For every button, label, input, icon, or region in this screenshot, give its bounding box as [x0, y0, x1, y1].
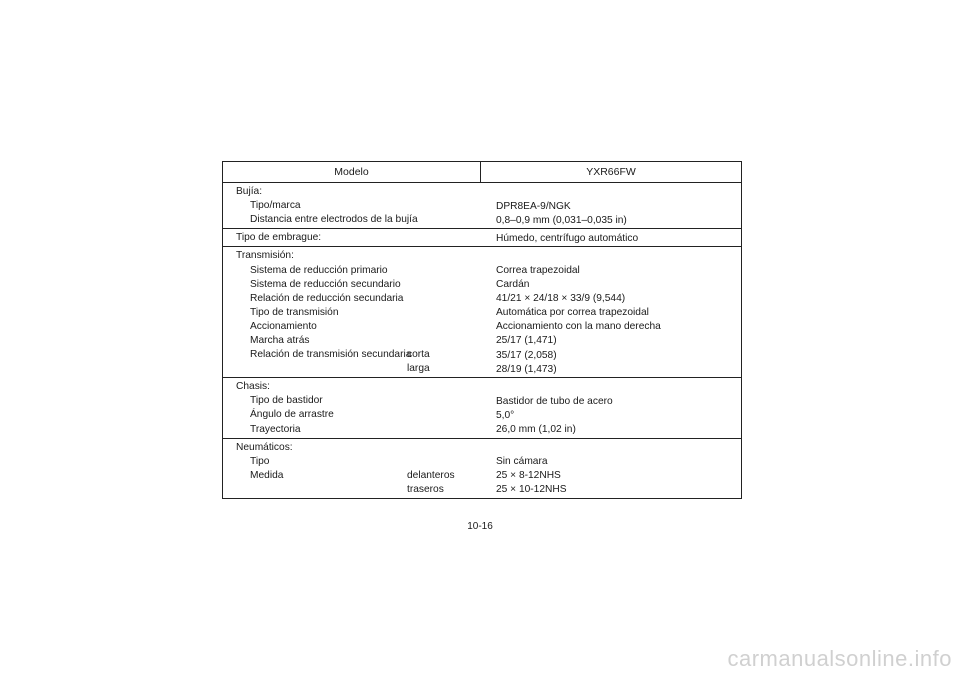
table-row [223, 408, 741, 422]
row-sublabel: larga [407, 363, 430, 375]
row-label: Ángulo de arrastre [250, 409, 334, 421]
table-row [223, 334, 741, 348]
table-row [223, 213, 741, 227]
table-row [223, 231, 741, 245]
table-row [223, 380, 741, 394]
page-number: 10-16 [467, 521, 493, 532]
table-header [223, 162, 741, 183]
group-heading: Transmisión: [236, 250, 294, 262]
row-label: Relación de transmisión secundaria [250, 349, 412, 361]
watermark: carmanualsonline.info [727, 646, 952, 671]
table-row [223, 199, 741, 213]
row-value: 28/19 (1,473) [496, 363, 557, 375]
header-model-value: YXR66FW [586, 166, 636, 178]
row-label: Tipo [250, 455, 270, 467]
table-section [223, 378, 741, 438]
row-value: Correa trapezoidal [496, 265, 580, 277]
group-heading: Bujía: [236, 186, 263, 198]
row-value: Bastidor de tubo de acero [496, 395, 613, 407]
row-value: Sin cámara [496, 456, 548, 468]
row-label: Medida [250, 469, 284, 481]
row-label: Distancia entre electrodos de la bujía [250, 214, 418, 226]
row-value: 26,0 mm (1,02 in) [496, 424, 576, 436]
header-model-label: Modelo [223, 162, 481, 182]
row-sublabel: traseros [407, 483, 444, 495]
table-row [223, 278, 741, 292]
row-label: Marcha atrás [250, 334, 310, 346]
table-row [223, 348, 741, 362]
row-value: 25/17 (1,471) [496, 335, 557, 347]
table-row [223, 320, 741, 334]
table-row [223, 362, 741, 376]
row-value: 41/21 × 24/18 × 33/9 (9,544) [496, 293, 626, 305]
group-heading: Neumáticos: [236, 441, 293, 453]
row-value: 25 × 10-12NHS [496, 484, 567, 496]
row-value: Húmedo, centrífugo automático [496, 232, 639, 244]
row-label: Tipo/marca [250, 200, 301, 212]
table-row [223, 441, 741, 455]
row-label: Sistema de reducción secundario [250, 278, 401, 290]
table-section [223, 183, 741, 229]
row-value: 0,8–0,9 mm (0,031–0,035 in) [496, 214, 627, 226]
row-value: 25 × 8-12NHS [496, 470, 561, 482]
table-row [223, 455, 741, 469]
table-row [223, 483, 741, 497]
row-label: Tipo de bastidor [250, 395, 323, 407]
table-row [223, 263, 741, 277]
table-section [223, 247, 741, 378]
row-label: Tipo de transmisión [250, 306, 339, 318]
table-row [223, 394, 741, 408]
row-label: Sistema de reducción primario [250, 264, 388, 276]
table-row [223, 469, 741, 483]
table-row [223, 249, 741, 263]
row-value: Automática por correa trapezoidal [496, 307, 649, 319]
group-heading: Tipo de embrague: [236, 232, 322, 244]
table-row [223, 423, 741, 437]
table-section [223, 439, 741, 498]
row-label: Accionamiento [250, 320, 317, 332]
table-row [223, 185, 741, 199]
spec-table [222, 161, 742, 499]
table-section [223, 229, 741, 247]
row-label: Trayectoria [250, 423, 301, 435]
row-label: Relación de reducción secundaria [250, 292, 404, 304]
row-value: DPR8EA-9/NGK [496, 200, 571, 212]
row-value: 35/17 (2,058) [496, 349, 557, 361]
table-row [223, 306, 741, 320]
row-sublabel: corta [407, 349, 430, 361]
row-sublabel: delanteros [407, 469, 455, 481]
row-value: 5,0° [496, 409, 515, 421]
table-row [223, 292, 741, 306]
table-body [223, 183, 741, 498]
group-heading: Chasis: [236, 381, 270, 393]
row-value: Accionamiento con la mano derecha [496, 321, 661, 333]
row-value: Cardán [496, 279, 530, 291]
